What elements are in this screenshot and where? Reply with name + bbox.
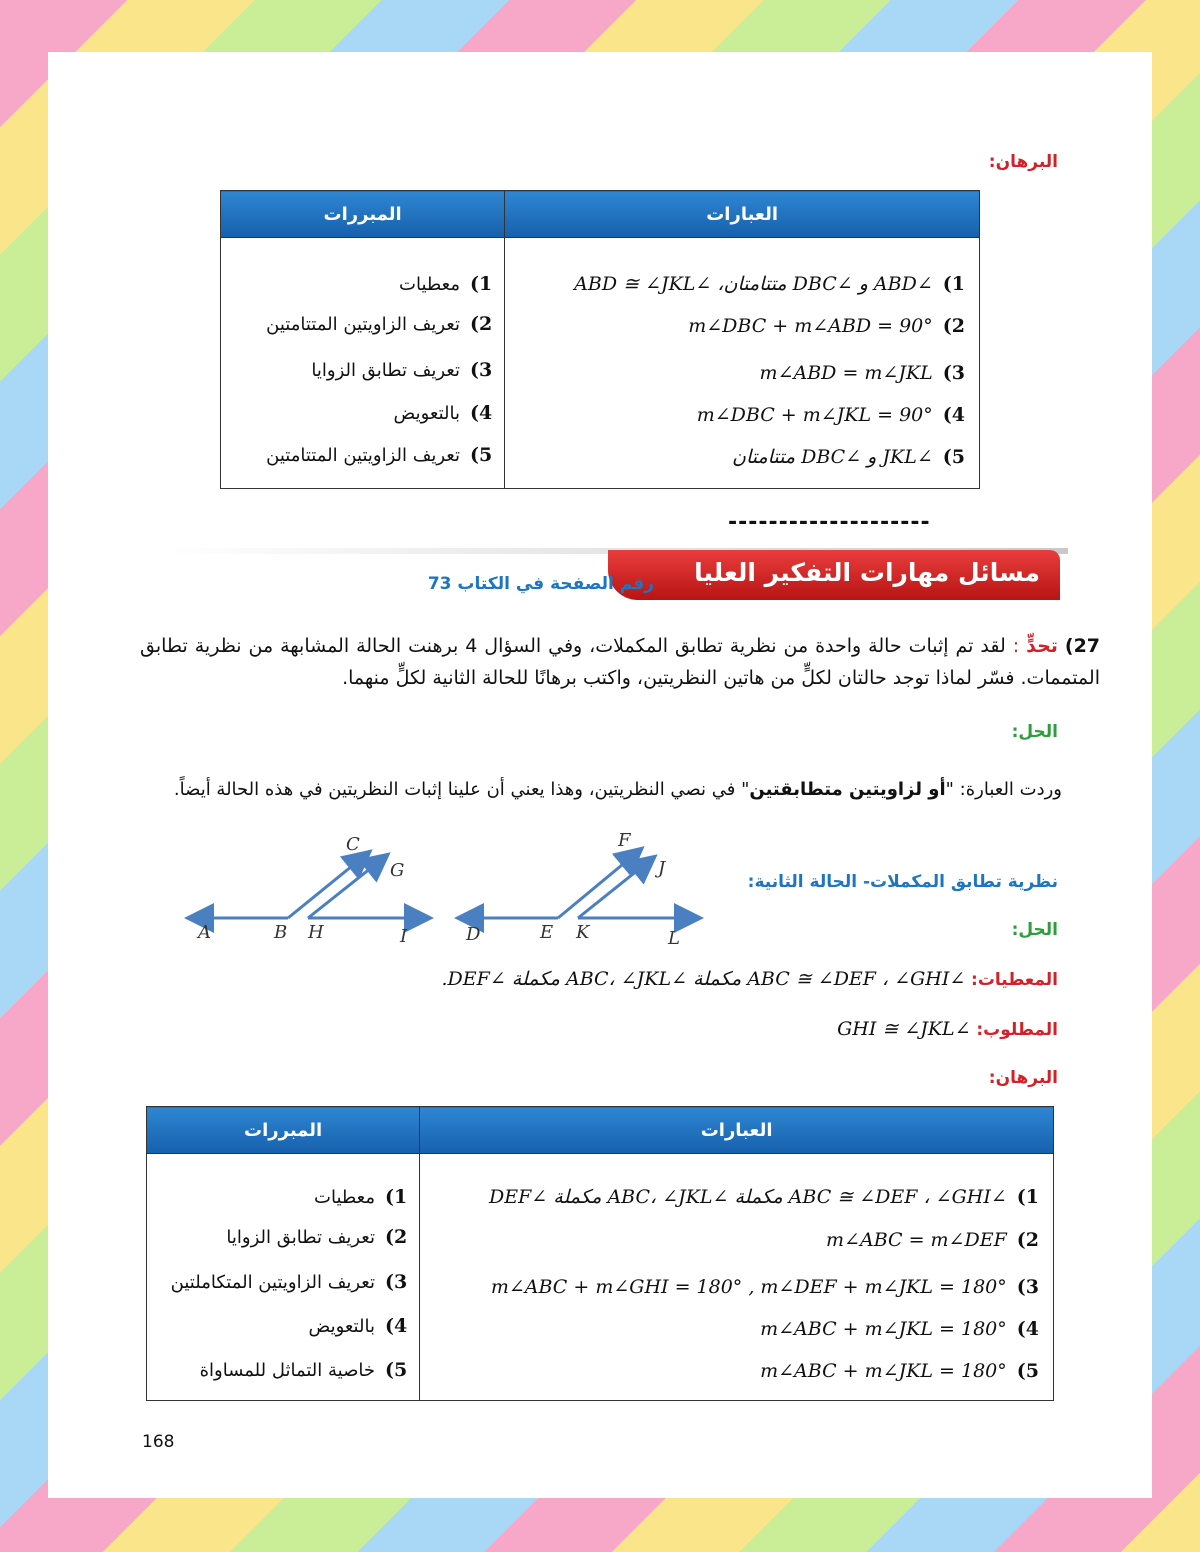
reason-row [221,268,492,300]
step-number: 1) [942,273,965,295]
first-proof-heading: البرهان: [988,152,1058,172]
reason-row [221,300,492,348]
first-proof-statements [505,238,979,478]
step-number: 1) [384,1186,408,1208]
statement-text: m∠ABD = m∠JKL [759,362,933,384]
second-proof-statements [420,1154,1053,1392]
label-C: C [346,834,360,855]
step-number: 1) [470,273,493,295]
theorem-title: نظرية تطابق المكملات- الحالة الثانية: [747,872,1058,892]
reason-text: خاصية التماثل للمساواة [199,1359,375,1381]
label-B: B [274,922,288,943]
reason-text: تعريف الزاويتين المتتامتين [266,313,460,335]
reason-row [221,392,492,434]
section-banner [608,550,1060,600]
statement-text: m∠DBC + m∠JKL = 90° [696,404,933,426]
page-number: 168 [142,1432,175,1452]
theorem-solution-label: الحل: [1011,920,1058,940]
statement-row [420,1350,1039,1392]
statement-row [505,352,965,394]
step-number: 2) [384,1226,408,1248]
reason-text: تعريف تطابق الزوايا [311,359,460,381]
step-number: 4) [1016,1318,1039,1340]
step-number: 3) [384,1271,408,1293]
statement-row [420,1266,1039,1308]
prove-text: ∠GHI ≅ ∠JKL [837,1018,971,1040]
reason-row [221,348,492,392]
given-text: ∠ABC ≅ ∠DEF ، ∠GHI مكملة ∠ABC، ∠JKL مكملة ∠DEF. [441,968,966,990]
ray-BC [288,853,368,918]
statement-text: 180° = m∠ABC + m∠JKL [760,1360,1007,1382]
second-proof-table [146,1106,1054,1401]
reasons-header-2: المبررات [147,1107,420,1154]
prove-line [837,1018,1058,1040]
step-number: 5) [1016,1360,1039,1382]
section-title: مسائل مهارات التفكير العليا [694,558,1040,587]
step-number: 3) [470,359,493,381]
reason-row [221,434,492,476]
step-number: 2) [1016,1229,1039,1251]
given-line [441,968,1058,990]
reason-row [147,1214,407,1260]
statement-text: ∠ABD و ∠DBC متتامتان، ∠ABD ≅ ∠JKL [574,273,933,295]
reason-row [147,1304,407,1348]
statement-text: m∠ABC + m∠JKL = 180° [760,1318,1007,1340]
problem-label: تحدٍّ [1026,635,1058,657]
solution-text: وردت العبارة: "أو لزاويتين متطابقتين" في نصي النظريتين، وهذا يعني أن علينا إثبات النظريتين في هذه الحالة أيضاً. [173,779,1062,800]
given-label: المعطيات: [971,970,1058,990]
statements-header-2: العبارات [420,1107,1054,1154]
reason-text: معطيات [314,1186,375,1208]
statement-row [420,1180,1039,1214]
step-number: 4) [470,402,493,424]
reasons-header: المبررات [221,191,505,238]
label-G: G [390,860,405,881]
statement-row [420,1308,1039,1350]
step-number: 2) [942,315,965,337]
statement-row [505,436,965,478]
reason-text: تعريف الزاويتين المتتامتين [266,444,460,466]
step-number: 5) [942,446,965,468]
angles-figure [178,828,708,958]
solution-label: الحل: [1011,722,1058,742]
reason-text: معطيات [399,273,460,295]
document-page [48,52,1152,1498]
label-K: K [576,922,590,943]
label-A: A [198,922,211,943]
statement-text: m∠ABC + m∠GHI = 180° , m∠DEF + m∠JKL = 180° [490,1276,1007,1298]
statement-text: m∠DBC + m∠ABD = 90° [688,315,933,337]
book-page-reference: رقم الصفحة في الكتاب 73 [427,574,654,594]
step-number: 5) [470,444,493,466]
reason-row [147,1180,407,1214]
label-I: I [400,926,408,947]
statement-row [505,300,965,352]
statement-row [505,268,965,300]
step-number: 3) [942,362,965,384]
step-number: 3) [1016,1276,1039,1298]
problem-text: لقد تم إثبات حالة واحدة من نظرية تطابق المكملات، وفي السؤال 4 برهنت الحالة المشابهة من نظرية تطابق المتممات. فسّر لماذا توجد حالتان لكلٍّ من هاتين النظريتين، واكتب برهانًا للحالة الثانية لكلٍّ منهما. [140,635,1100,689]
label-L: L [668,928,680,949]
solution-bold-phrase: أو لزاويتين متطابقتين [749,779,946,800]
statement-text: ∠JKL و ∠DBC متتامتان [731,446,933,468]
statements-header: العبارات [505,191,980,238]
dashed-divider: -------------------- [728,510,931,535]
prove-label: المطلوب: [976,1020,1058,1040]
ray-KJ [578,858,653,918]
step-number: 2) [470,313,493,335]
first-proof-reasons [221,238,504,476]
statement-row [420,1214,1039,1266]
second-proof-heading: البرهان: [988,1068,1058,1088]
label-J: J [658,858,666,879]
label-F: F [618,830,631,851]
label-E: E [540,922,554,943]
reason-row [147,1260,407,1304]
statement-text: m∠ABC = m∠DEF [826,1229,1007,1251]
ray-HG [308,856,386,918]
problem-number: 27) [1064,635,1101,657]
label-D: D [466,924,481,945]
reason-text: تعريف تطابق الزوايا [226,1226,375,1248]
ray-EF [558,850,640,918]
reason-text: تعريف الزاويتين المتكاملتين [170,1271,375,1293]
step-number: 1) [1016,1186,1039,1208]
statement-row [505,394,965,436]
first-proof-table [220,190,980,489]
step-number: 4) [384,1315,408,1337]
second-proof-reasons [147,1154,419,1392]
reason-text: بالتعويض [393,402,460,424]
reason-row [147,1348,407,1392]
statement-text: ∠ABC ≅ ∠DEF ، ∠GHI مكملة ∠ABC، ∠JKL مكملة ∠DEF [489,1186,1007,1208]
step-number: 4) [942,404,965,426]
reason-text: بالتعويض [308,1315,375,1337]
step-number: 5) [384,1359,408,1381]
label-H: H [308,922,324,943]
problem-27: 27) تحدٍّ : لقد تم إثبات حالة واحدة من نظرية تطابق المكملات، وفي السؤال 4 برهنت الحالة المشابهة من نظرية تطابق المتممات. فسّر لماذا توجد حالتان لكلٍّ من هاتين النظريتين، واكتب برهانًا للحالة الثانية لكلٍّ منهما. [140,635,1101,689]
